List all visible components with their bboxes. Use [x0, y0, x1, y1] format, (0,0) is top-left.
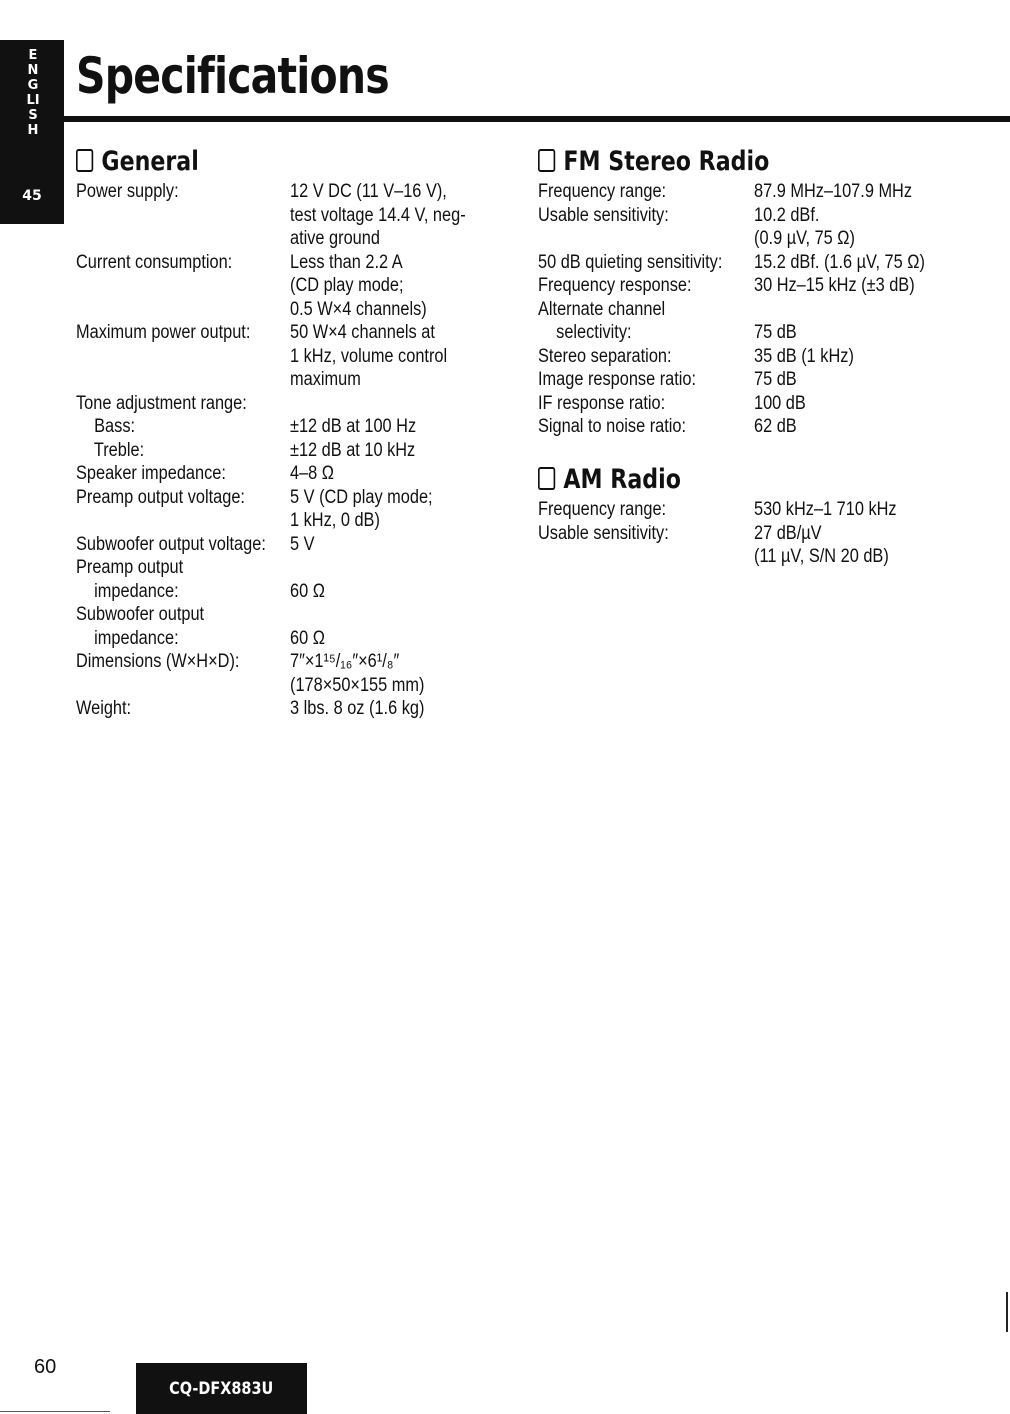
spec-label: Dimensions (W×H×D):	[76, 651, 240, 672]
spec-value: 3 lbs. 8 oz (1.6 kg)	[290, 698, 425, 719]
spec-row	[538, 204, 978, 228]
spec-label	[76, 345, 260, 369]
spec-label	[76, 298, 260, 322]
spec-row	[538, 545, 978, 569]
spec-label: Usable sensitivity:	[538, 204, 669, 226]
spec-row	[76, 580, 506, 604]
spec-label: Frequency range:	[538, 499, 667, 520]
spec-label: Usable sensitivity:	[538, 522, 669, 544]
spec-value	[290, 603, 476, 627]
am-heading-text: AM Radio	[563, 464, 681, 495]
spec-row	[76, 556, 506, 580]
spec-value: 7″×1¹⁵/₁₆″×6¹/₈″	[290, 651, 400, 672]
spec-row	[538, 180, 978, 204]
spec-label: Signal to noise ratio:	[538, 416, 687, 437]
spec-row	[76, 462, 506, 486]
spec-value: 100 dB	[754, 392, 806, 414]
spec-row	[76, 345, 506, 369]
spec-value: 60 Ω	[290, 627, 325, 649]
spec-value: (11 µV, S/N 20 dB)	[754, 546, 889, 567]
am-spec-list	[538, 498, 978, 569]
spec-row	[538, 498, 978, 522]
spec-value: test voltage 14.4 V, neg-	[290, 204, 466, 226]
spec-row	[76, 204, 506, 228]
spec-row	[76, 674, 506, 698]
edge-mark	[1006, 1292, 1008, 1332]
spec-row	[76, 650, 506, 674]
spec-value: 1 kHz, 0 dB)	[290, 510, 380, 531]
spec-label: Preamp output	[76, 557, 184, 578]
spec-label: selectivity:	[538, 322, 632, 343]
spec-label: Alternate channel	[538, 298, 666, 320]
spec-label	[76, 274, 260, 298]
spec-value: 62 dB	[754, 416, 797, 437]
general-spec-list	[76, 180, 506, 721]
fm-spec-list	[538, 180, 978, 439]
spec-label	[538, 545, 724, 569]
spec-value: 5 V (CD play mode;	[290, 486, 433, 508]
spec-label	[76, 674, 260, 698]
spec-label	[76, 509, 260, 533]
spec-value: 75 dB	[754, 322, 797, 343]
footer-rule	[0, 1411, 110, 1412]
spec-label: impedance:	[76, 627, 179, 649]
spec-label: Subwoofer output voltage:	[76, 533, 266, 555]
checkbox-bullet-icon	[538, 467, 555, 490]
language-label: ENGLISH	[26, 48, 40, 138]
page-number: 60	[34, 1356, 57, 1378]
spec-value: ±12 dB at 10 kHz	[290, 439, 416, 461]
am-heading	[538, 464, 681, 496]
spec-value: 1 kHz, volume control	[290, 345, 448, 367]
spec-label: Speaker impedance:	[76, 463, 226, 484]
language-side-tab	[0, 40, 64, 224]
spec-label: Weight:	[76, 698, 132, 719]
spec-value: 50 W×4 channels at	[290, 322, 435, 343]
spec-row	[538, 345, 978, 369]
fm-heading	[538, 146, 769, 178]
spec-row	[76, 415, 506, 439]
spec-value: (CD play mode;	[290, 275, 404, 296]
spec-row	[538, 251, 978, 275]
spec-value: 5 V	[290, 533, 315, 555]
spec-row	[538, 321, 978, 345]
spec-row	[538, 392, 978, 416]
spec-row	[538, 522, 978, 546]
spec-value: ±12 dB at 100 Hz	[290, 416, 417, 437]
spec-value: 530 kHz–1 710 kHz	[754, 499, 897, 520]
general-heading	[76, 146, 199, 178]
spec-label: Subwoofer output	[76, 604, 205, 625]
spec-row	[76, 486, 506, 510]
spec-label: Tone adjustment range:	[76, 392, 247, 414]
spec-row	[538, 368, 978, 392]
spec-value: 60 Ω	[290, 580, 325, 602]
spec-label	[538, 227, 724, 251]
spec-label: Treble:	[76, 439, 145, 461]
spec-label: IF response ratio:	[538, 392, 666, 414]
spec-label	[76, 227, 260, 251]
spec-value: Less than 2.2 A	[290, 251, 403, 273]
spec-row	[76, 274, 506, 298]
checkbox-bullet-icon	[76, 149, 93, 172]
spec-row	[538, 227, 978, 251]
spec-value	[290, 556, 476, 580]
general-heading-text: General	[101, 146, 199, 177]
spec-row	[76, 368, 506, 392]
spec-value: 87.9 MHz–107.9 MHz	[754, 181, 913, 202]
spec-label: Stereo separation:	[538, 345, 672, 367]
spec-row	[76, 321, 506, 345]
spec-value: 35 dB (1 kHz)	[754, 345, 854, 367]
checkbox-bullet-icon	[538, 149, 555, 172]
spec-value: (178×50×155 mm)	[290, 674, 425, 696]
spec-label	[76, 204, 260, 228]
spec-row	[76, 227, 506, 251]
spec-row	[538, 274, 978, 298]
spec-value: 0.5 W×4 channels)	[290, 298, 427, 320]
spec-row	[76, 392, 506, 416]
spec-label: Frequency response:	[538, 275, 692, 296]
spec-value: 75 dB	[754, 369, 797, 390]
spec-row	[76, 603, 506, 627]
spec-value: ative ground	[290, 228, 380, 249]
fm-heading-text: FM Stereo Radio	[563, 146, 770, 177]
title-divider	[64, 116, 1010, 122]
spec-row	[538, 415, 978, 439]
spec-label: impedance:	[76, 580, 179, 602]
spec-row	[76, 697, 506, 721]
spec-row	[76, 251, 506, 275]
spec-label: Bass:	[76, 416, 136, 437]
spec-row	[76, 298, 506, 322]
spec-label	[76, 368, 260, 392]
spec-label: Preamp output voltage:	[76, 486, 245, 508]
spec-label: Maximum power output:	[76, 322, 251, 343]
page-title: Specifications	[76, 47, 389, 105]
section-page-number: 45	[22, 188, 42, 204]
spec-label: Current consumption:	[76, 251, 233, 273]
spec-value: maximum	[290, 369, 361, 390]
spec-value: 27 dB/µV	[754, 522, 822, 544]
spec-value: 12 V DC (11 V–16 V),	[290, 181, 447, 202]
spec-row	[76, 439, 506, 463]
spec-value: (0.9 µV, 75 Ω)	[754, 228, 855, 249]
spec-value: 4–8 Ω	[290, 463, 335, 484]
spec-value: 15.2 dBf. (1.6 µV, 75 Ω)	[754, 251, 925, 273]
model-name: CQ-DFX883U	[169, 1378, 274, 1399]
spec-label: Image response ratio:	[538, 369, 697, 390]
spec-label: Frequency range:	[538, 181, 667, 202]
model-badge	[136, 1363, 307, 1414]
spec-value	[754, 298, 947, 322]
spec-row	[76, 509, 506, 533]
spec-row	[76, 627, 506, 651]
spec-label: Power supply:	[76, 181, 179, 202]
spec-row	[76, 533, 506, 557]
spec-value: 10.2 dBf.	[754, 204, 820, 226]
spec-label: 50 dB quieting sensitivity:	[538, 251, 723, 273]
spec-value	[290, 392, 476, 416]
spec-value: 30 Hz–15 kHz (±3 dB)	[754, 275, 915, 296]
spec-row	[538, 298, 978, 322]
spec-row	[76, 180, 506, 204]
